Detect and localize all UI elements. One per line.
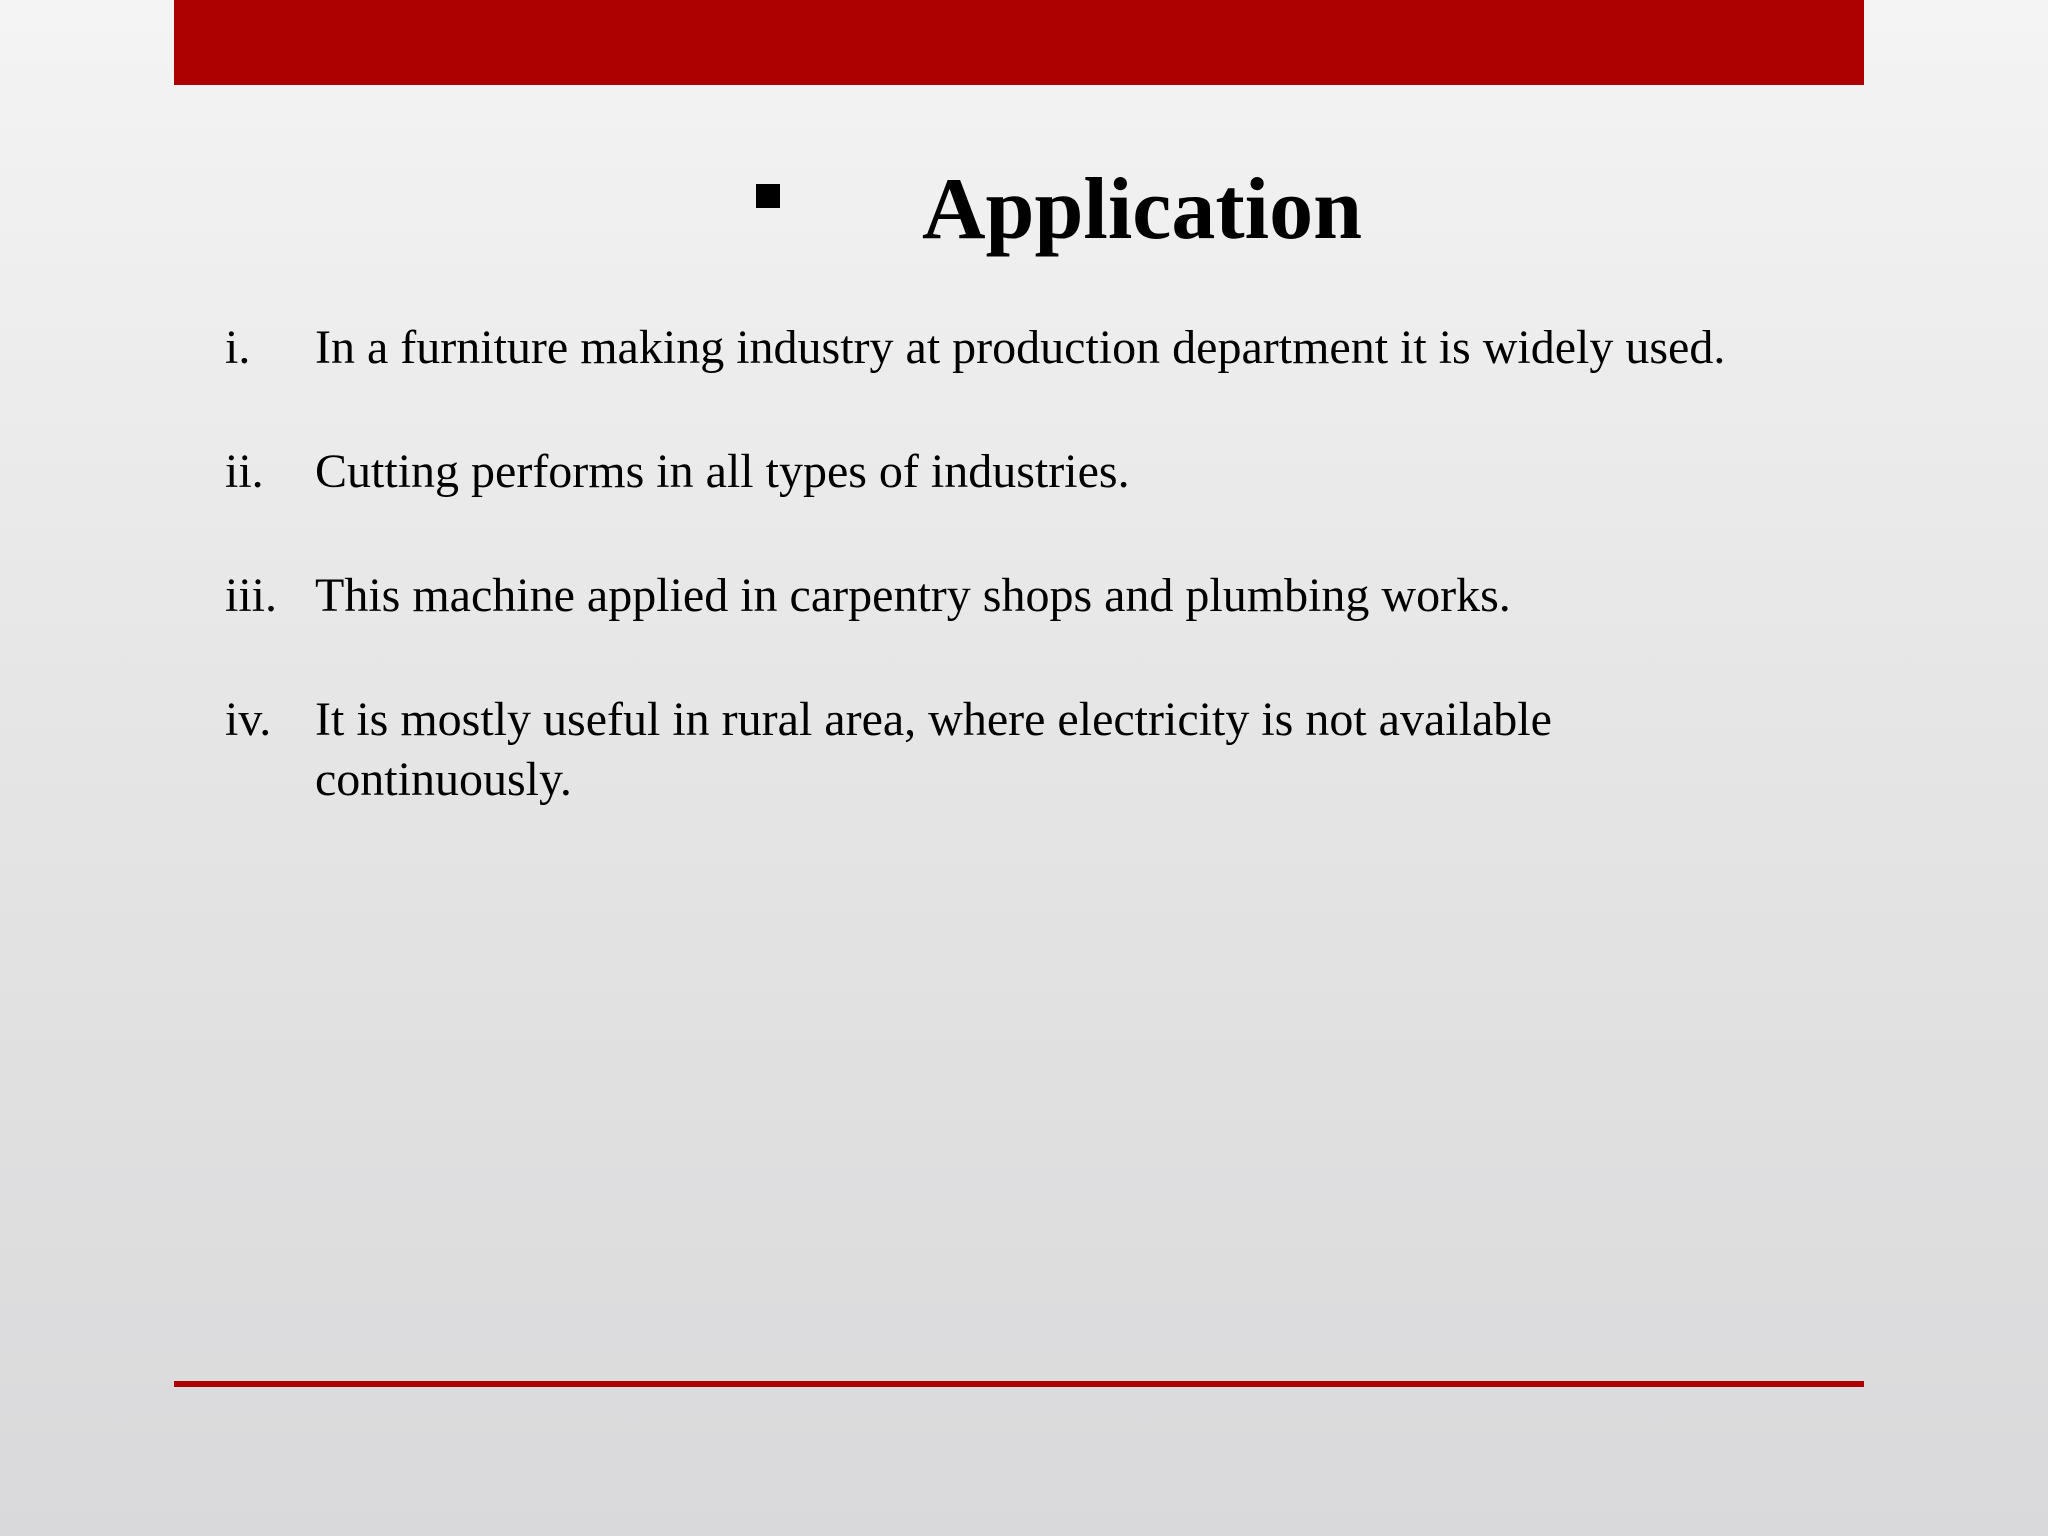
- slide-title: Application: [921, 161, 1363, 258]
- list-item: [225, 690, 1865, 810]
- footer-rule: [174, 1381, 1864, 1387]
- list-item: [225, 566, 1865, 626]
- title-row: [0, 150, 2048, 270]
- square-bullet-icon: [756, 184, 780, 208]
- header-band: [174, 0, 1864, 85]
- list-item-text: Cutting performs in all types of industries.: [315, 445, 1130, 498]
- list-item-text: This machine applied in carpentry shops and plumbing works.: [315, 569, 1511, 622]
- list-item-number: iv.: [225, 693, 272, 746]
- list-item: [225, 318, 1865, 378]
- list-item-text: In a furniture making industry at production department it is widely used.: [315, 321, 1726, 374]
- list-item-number: i.: [225, 321, 251, 374]
- list-item-number: ii.: [225, 445, 264, 498]
- list-item-text: It is mostly useful in rural area, where electricity is not available continuously.: [315, 693, 1552, 806]
- list-item-number: iii.: [225, 569, 278, 622]
- application-list: [225, 318, 1865, 874]
- list-item: [225, 442, 1865, 502]
